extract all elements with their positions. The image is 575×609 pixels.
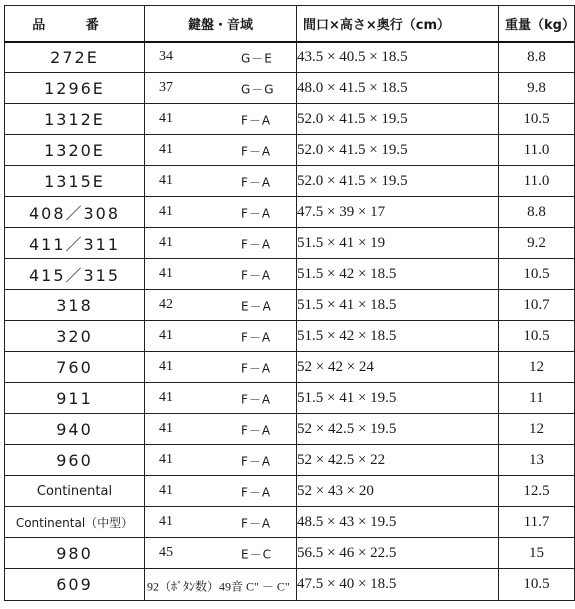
cell-weight: 11.7: [499, 507, 575, 538]
cell-weight: 10.5: [499, 321, 575, 352]
cell-dimensions: 51.5 × 42 × 18.5: [297, 321, 499, 352]
range-text: F－A: [241, 113, 272, 128]
cell-keys-range: [145, 569, 297, 601]
key-count: 41: [159, 111, 173, 126]
table-row: [5, 197, 575, 228]
cell-dimensions: 52 × 42.5 × 22: [297, 445, 499, 476]
cell-keys-range: [145, 135, 297, 166]
cell-model: 980: [5, 538, 145, 569]
range-text: F－A: [241, 330, 272, 345]
cell-model: 1296E: [5, 73, 145, 104]
range-text: F－A: [241, 516, 272, 531]
cell-keys-range: [145, 414, 297, 445]
table-row: [5, 507, 575, 538]
cell-dimensions: 52.0 × 41.5 × 19.5: [297, 104, 499, 135]
cell-dimensions: 48.5 × 43 × 19.5: [297, 507, 499, 538]
cell-keys-range: [145, 259, 297, 290]
range-text: F－A: [241, 392, 272, 407]
cell-keys-range: [145, 290, 297, 321]
table-row: [5, 73, 575, 104]
cell-keys-range: [145, 538, 297, 569]
cell-weight: 10.5: [499, 104, 575, 135]
cell-keys-range: [145, 445, 297, 476]
cell-keys-range: [145, 73, 297, 104]
cell-dimensions: 48.0 × 41.5 × 18.5: [297, 73, 499, 104]
range-text: F－A: [241, 268, 272, 283]
cell-weight: 11.0: [499, 166, 575, 197]
cell-weight: 11: [499, 383, 575, 414]
cell-keys-range: [145, 42, 297, 73]
cell-weight: 11.0: [499, 135, 575, 166]
table-row: [5, 166, 575, 197]
table-row: [5, 135, 575, 166]
range-text: F－A: [241, 206, 272, 221]
cell-keys-range: [145, 352, 297, 383]
cell-weight: 12: [499, 352, 575, 383]
table-row: [5, 42, 575, 73]
cell-model: 1312E: [5, 104, 145, 135]
cell-dimensions: 47.5 × 39 × 17: [297, 197, 499, 228]
cell-weight: 9.8: [499, 73, 575, 104]
cell-dimensions: 51.5 × 41 × 18.5: [297, 290, 499, 321]
key-count: 41: [159, 204, 173, 219]
header-keys: 鍵盤・音域: [145, 6, 297, 42]
range-text: F－A: [241, 454, 272, 469]
key-count: 34: [159, 49, 173, 65]
table-row: [5, 104, 575, 135]
range-text: F－A: [241, 361, 272, 376]
key-count: 41: [159, 359, 173, 374]
cell-weight: 8.8: [499, 42, 575, 73]
cell-model: 320: [5, 321, 145, 352]
cell-keys-range: [145, 166, 297, 197]
cell-weight: 9.2: [499, 228, 575, 259]
key-count: 45: [159, 545, 173, 560]
table-row: [5, 476, 575, 507]
cell-model: Continental: [5, 476, 145, 507]
header-dimensions: 間口×高さ×奥行（cm）: [297, 6, 499, 42]
table-row: [5, 259, 575, 290]
cell-dimensions: 52.0 × 41.5 × 19.5: [297, 166, 499, 197]
cell-weight: 10.7: [499, 290, 575, 321]
key-count: 41: [159, 483, 173, 498]
range-text: F－A: [241, 423, 272, 438]
table-row: [5, 445, 575, 476]
cell-keys-range: [145, 228, 297, 259]
key-count: 41: [159, 390, 173, 405]
cell-model: 272E: [5, 42, 145, 73]
range-text: 92（ﾎﾞﾀﾝ数）49音 C" － C": [147, 578, 290, 593]
cell-model: Continental（中型）: [5, 507, 145, 538]
cell-weight: 12.5: [499, 476, 575, 507]
cell-model: 911: [5, 383, 145, 414]
cell-model: 940: [5, 414, 145, 445]
cell-weight: 10.5: [499, 259, 575, 290]
range-text: G－G: [241, 82, 275, 97]
key-count: 41: [159, 514, 173, 529]
table-row: [5, 290, 575, 321]
cell-model: 609: [5, 569, 145, 601]
range-text: F－A: [241, 237, 272, 252]
cell-keys-range: [145, 197, 297, 228]
table-row: [5, 414, 575, 445]
table-row: [5, 383, 575, 414]
cell-dimensions: 51.5 × 42 × 18.5: [297, 259, 499, 290]
key-count: 41: [159, 452, 173, 467]
cell-dimensions: 52 × 42.5 × 19.5: [297, 414, 499, 445]
cell-dimensions: 52 × 43 × 20: [297, 476, 499, 507]
cell-model: 760: [5, 352, 145, 383]
header-weight: 重量（kg）: [499, 6, 575, 42]
range-text: G－E: [241, 51, 273, 66]
range-text: F－A: [241, 144, 272, 159]
cell-keys-range: [145, 476, 297, 507]
key-count: 37: [159, 80, 173, 95]
cell-keys-range: [145, 383, 297, 414]
cell-model: 1320E: [5, 135, 145, 166]
cell-keys-range: [145, 321, 297, 352]
key-count: 41: [159, 328, 173, 343]
cell-model: 960: [5, 445, 145, 476]
cell-model: 318: [5, 290, 145, 321]
cell-model: 408／308: [5, 197, 145, 228]
key-count: 41: [159, 173, 173, 188]
cell-weight: 12: [499, 414, 575, 445]
range-text: F－A: [241, 175, 272, 190]
table-row: [5, 228, 575, 259]
cell-model: 415／315: [5, 259, 145, 290]
cell-keys-range: [145, 507, 297, 538]
key-count: 41: [159, 142, 173, 157]
cell-dimensions: 43.5 × 40.5 × 18.5: [297, 42, 499, 73]
cell-dimensions: 47.5 × 40 × 18.5: [297, 569, 499, 601]
key-count: 41: [159, 421, 173, 436]
table-row: [5, 321, 575, 352]
header-model: 品 番: [5, 6, 145, 42]
cell-dimensions: 52.0 × 41.5 × 19.5: [297, 135, 499, 166]
cell-weight: 15: [499, 538, 575, 569]
cell-dimensions: 52 × 42 × 24: [297, 352, 499, 383]
cell-dimensions: 56.5 × 46 × 22.5: [297, 538, 499, 569]
cell-dimensions: 51.5 × 41 × 19: [297, 228, 499, 259]
key-count: 41: [159, 235, 173, 250]
cell-dimensions: 51.5 × 41 × 19.5: [297, 383, 499, 414]
cell-weight: 10.5: [499, 569, 575, 601]
cell-weight: 13: [499, 445, 575, 476]
key-count: 42: [159, 297, 173, 312]
table-row: [5, 569, 575, 601]
range-text: E－C: [241, 547, 272, 562]
spec-table: [4, 5, 575, 601]
cell-model: 411／311: [5, 228, 145, 259]
cell-model: 1315E: [5, 166, 145, 197]
range-text: E－A: [241, 299, 272, 314]
table-row: [5, 538, 575, 569]
header-row: [5, 6, 575, 42]
cell-weight: 8.8: [499, 197, 575, 228]
range-text: F－A: [241, 485, 272, 500]
key-count: 41: [159, 266, 173, 281]
table-row: [5, 352, 575, 383]
cell-keys-range: [145, 104, 297, 135]
